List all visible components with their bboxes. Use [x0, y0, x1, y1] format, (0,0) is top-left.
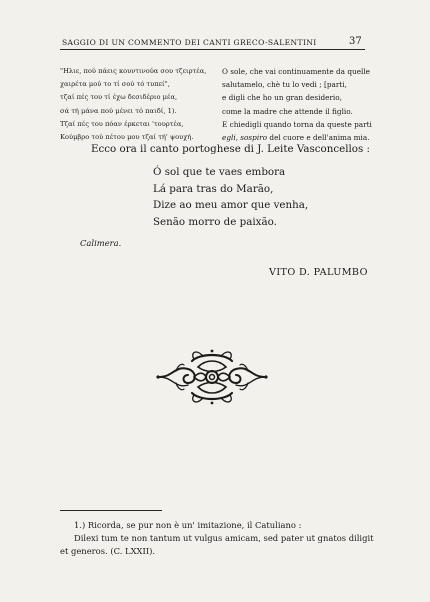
footnote-rule [60, 510, 162, 511]
text-fragment: come la madre che attende il figlio. [222, 106, 353, 116]
portuguese-verse-line: Dize ao meu amor que venha, [153, 199, 309, 212]
portuguese-verse [153, 164, 308, 230]
italian-translation-line [222, 118, 372, 131]
portuguese-verse-line: Ó sol que te vaes embora [153, 166, 286, 178]
author-signature: VITO D. PALUMBO [269, 267, 368, 278]
footnote-line: et generos. (C. LXXII). [60, 546, 156, 557]
greek-verse-line: Τζαί πές του πόαν έρκεται 'τουρτέα, [60, 119, 184, 128]
italian-translation-line [222, 65, 368, 78]
intro-sentence: Ecco ora il canto portoghese di J. Leite Vasconcellos : [91, 143, 371, 155]
greek-verse-line: σά τή μάνα πού μένει τό παιδί, 1). [60, 106, 177, 115]
footnote-line: Dilexi tum te non tantum ut vulgus amicam, sed pater ut gnatos diligit [74, 533, 374, 544]
text-fragment: del cuore e dell'anima mia. [267, 132, 370, 142]
decorative-ornament [152, 347, 272, 407]
greek-verse-column [60, 65, 212, 144]
italian-translation-column [222, 65, 372, 144]
portuguese-verse-line: Senão morro de paixão. [153, 215, 277, 228]
italian-translation-line [222, 91, 368, 104]
greek-verse-line: τζαί πές του τί έχω δεσιδέριο μέα, [60, 93, 178, 102]
running-header: SAGGIO DI UN COMMENTO DEI CANTI GRECO-SALENTINI [62, 38, 317, 47]
footnote-line: 1.) Ricorda, se pur non è un' imitazione, il Catuliano : [74, 520, 302, 530]
text-fragment: O sole, che vai continuamente da quelle [222, 67, 370, 76]
text-fragment: salutamelo, chè tu lo vedi ; [parti, [222, 80, 347, 90]
italic-phrase: egli, sospiro [222, 132, 268, 142]
greek-verse-line: Κούμβρο τού πέτου μου τζαί τή' ψουχή. [60, 132, 194, 141]
greek-verse-line: "Ηλιε, πού πάεις κουντινούα σου τζειρτέα, [60, 67, 207, 75]
header-rule [60, 49, 365, 50]
italian-translation-line [222, 105, 368, 118]
text-fragment: E chiedigli quando torna da queste parti [222, 119, 372, 129]
footnote [60, 519, 374, 559]
text-fragment: e digli che ho un gran desiderio, [222, 93, 342, 103]
italian-translation-line [222, 78, 368, 91]
page-number: 37 [349, 36, 362, 47]
portuguese-verse-line: Lá para tras do Marão, [153, 182, 274, 195]
place-name: Calimera. [80, 238, 122, 248]
greek-verse-line: χαιρέτα μού το τί σού τό τυπεί", [60, 80, 170, 89]
